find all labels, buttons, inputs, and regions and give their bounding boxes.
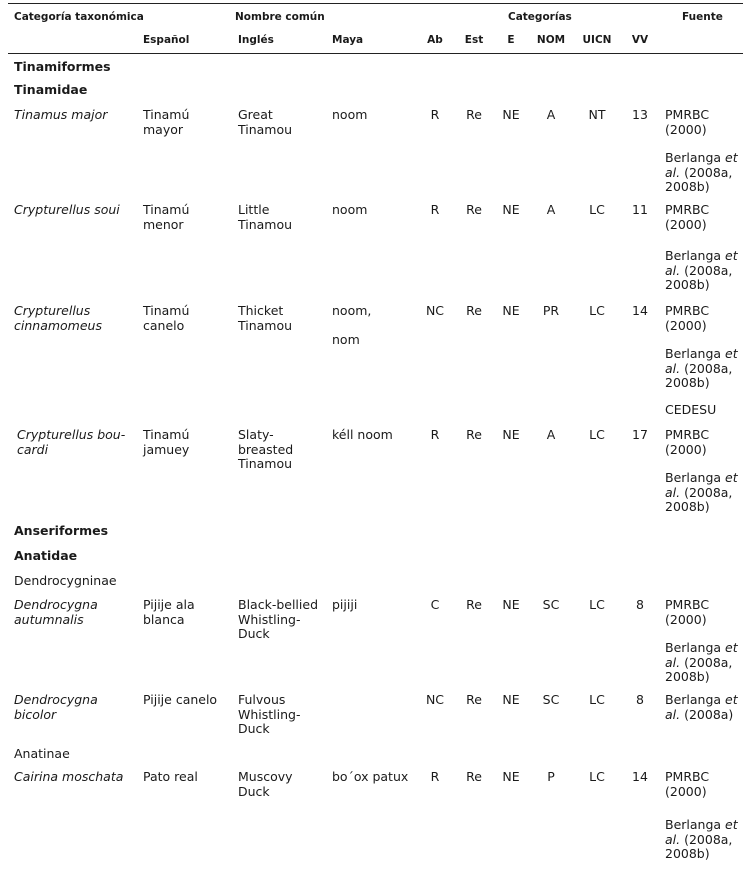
common-name-english: Black-bellied Whistling- Duck	[238, 597, 318, 641]
common-name-spanish: Pijije ala blanca	[143, 597, 195, 627]
order-label: Tinamiformes	[14, 59, 111, 74]
common-name-spanish: Tinamú menor	[143, 202, 190, 232]
subfamily-label: Dendrocygninae	[14, 573, 117, 588]
header-vv: VV	[631, 34, 649, 46]
cell-est: Re	[466, 202, 482, 217]
species-name: Crypturellus bou- cardi	[17, 427, 126, 457]
common-name-spanish: Tinamú jamuey	[143, 427, 190, 457]
source: Berlanga et al. (2008a, 2008b)	[665, 150, 738, 194]
cell-vv: 17	[632, 427, 648, 442]
cell-est: Re	[466, 692, 482, 707]
header-categories: Categorías	[508, 11, 572, 23]
cell-est: Re	[466, 107, 482, 122]
common-name-spanish: Tinamú mayor	[143, 107, 190, 137]
source: PMRBC (2000)	[665, 769, 710, 799]
source: PMRBC (2000)	[665, 202, 710, 232]
cell-uicn: LC	[589, 769, 605, 784]
header-nom: NOM	[536, 34, 566, 46]
common-name-spanish: Tinamú canelo	[143, 303, 190, 333]
cell-uicn: LC	[589, 427, 605, 442]
cell-vv: 8	[636, 692, 644, 707]
common-name-spanish: Pato real	[143, 769, 198, 784]
species-name: Tinamus major	[14, 107, 108, 122]
header-bottom-rule	[8, 53, 743, 54]
family-label: Tinamidae	[14, 82, 88, 97]
header-est: Est	[464, 34, 484, 46]
cell-nom: A	[546, 107, 556, 122]
subfamily-label: Anatinae	[14, 746, 70, 761]
cell-e: NE	[502, 202, 520, 217]
cell-ab: C	[430, 597, 440, 612]
common-name-maya: noom,	[332, 303, 372, 318]
header-spanish: Español	[143, 34, 190, 46]
source: Berlanga et al. (2008a, 2008b)	[665, 640, 738, 684]
cell-vv: 13	[632, 107, 648, 122]
common-name-english: Slaty- breasted Tinamou	[238, 427, 294, 471]
cell-uicn: LC	[589, 597, 605, 612]
cell-nom: SC	[542, 597, 560, 612]
cell-e: NE	[502, 303, 520, 318]
header-source: Fuente	[682, 11, 723, 23]
cell-nom: P	[547, 769, 555, 784]
source: Berlanga et al. (2008a)	[665, 692, 738, 722]
species-name: Crypturellus soui	[14, 202, 120, 217]
cell-uicn: LC	[589, 202, 605, 217]
header-english: Inglés	[238, 34, 274, 46]
cell-ab: R	[430, 107, 440, 122]
cell-est: Re	[466, 303, 482, 318]
common-name-maya: bo´ox patux	[332, 769, 409, 784]
source: Berlanga et al. (2008a, 2008b)	[665, 346, 738, 390]
cell-vv: 14	[632, 303, 648, 318]
header-uicn: UICN	[582, 34, 612, 46]
common-name-maya: kéll noom	[332, 427, 393, 442]
order-label: Anseriformes	[14, 523, 109, 538]
source: PMRBC (2000)	[665, 427, 710, 457]
header-e: E	[507, 34, 515, 46]
species-name: Cairina moschata	[14, 769, 124, 784]
cell-uicn: LC	[589, 692, 605, 707]
common-name-maya: nom	[332, 332, 360, 347]
cell-nom: A	[546, 427, 556, 442]
cell-uicn: NT	[588, 107, 606, 122]
cell-nom: A	[546, 202, 556, 217]
common-name-english: Great Tinamou	[238, 107, 293, 137]
source: PMRBC (2000)	[665, 107, 710, 137]
cell-vv: 14	[632, 769, 648, 784]
cell-ab: R	[430, 769, 440, 784]
cell-ab: NC	[425, 303, 445, 318]
common-name-english: Thicket Tinamou	[238, 303, 293, 333]
cell-e: NE	[502, 597, 520, 612]
source: Berlanga et al. (2008a, 2008b)	[665, 470, 738, 514]
cell-vv: 8	[636, 597, 644, 612]
cell-e: NE	[502, 769, 520, 784]
cell-e: NE	[502, 427, 520, 442]
common-name-english: Muscovy Duck	[238, 769, 293, 799]
cell-vv: 11	[632, 202, 648, 217]
common-name-english: Fulvous Whistling- Duck	[238, 692, 301, 736]
species-name: Dendrocygna bicolor	[14, 692, 98, 722]
common-name-maya: noom	[332, 202, 368, 217]
cell-e: NE	[502, 692, 520, 707]
header-common-name: Nombre común	[235, 11, 325, 23]
family-label: Anatidae	[14, 548, 78, 563]
source: PMRBC (2000)	[665, 303, 710, 333]
cell-est: Re	[466, 769, 482, 784]
common-name-spanish: Pijije canelo	[143, 692, 218, 707]
common-name-english: Little Tinamou	[238, 202, 293, 232]
source: Berlanga et al. (2008a, 2008b)	[665, 248, 738, 292]
cell-est: Re	[466, 427, 482, 442]
species-name: Dendrocygna autumnalis	[14, 597, 98, 627]
common-name-maya: noom	[332, 107, 368, 122]
cell-ab: NC	[425, 692, 445, 707]
cell-e: NE	[502, 107, 520, 122]
cell-nom: SC	[542, 692, 560, 707]
header-taxon: Categoría taxonómica	[14, 11, 144, 23]
cell-ab: R	[430, 427, 440, 442]
source: Berlanga et al. (2008a, 2008b)	[665, 817, 738, 861]
table-top-rule	[8, 3, 743, 4]
header-maya: Maya	[332, 34, 364, 46]
common-name-maya: pijiji	[332, 597, 358, 612]
cell-est: Re	[466, 597, 482, 612]
source: PMRBC (2000)	[665, 597, 710, 627]
cell-nom: PR	[542, 303, 560, 318]
cell-ab: R	[430, 202, 440, 217]
source: CEDESU	[665, 402, 717, 417]
header-ab: Ab	[427, 34, 443, 46]
cell-uicn: LC	[589, 303, 605, 318]
species-name: Crypturellus cinnamomeus	[14, 303, 102, 333]
